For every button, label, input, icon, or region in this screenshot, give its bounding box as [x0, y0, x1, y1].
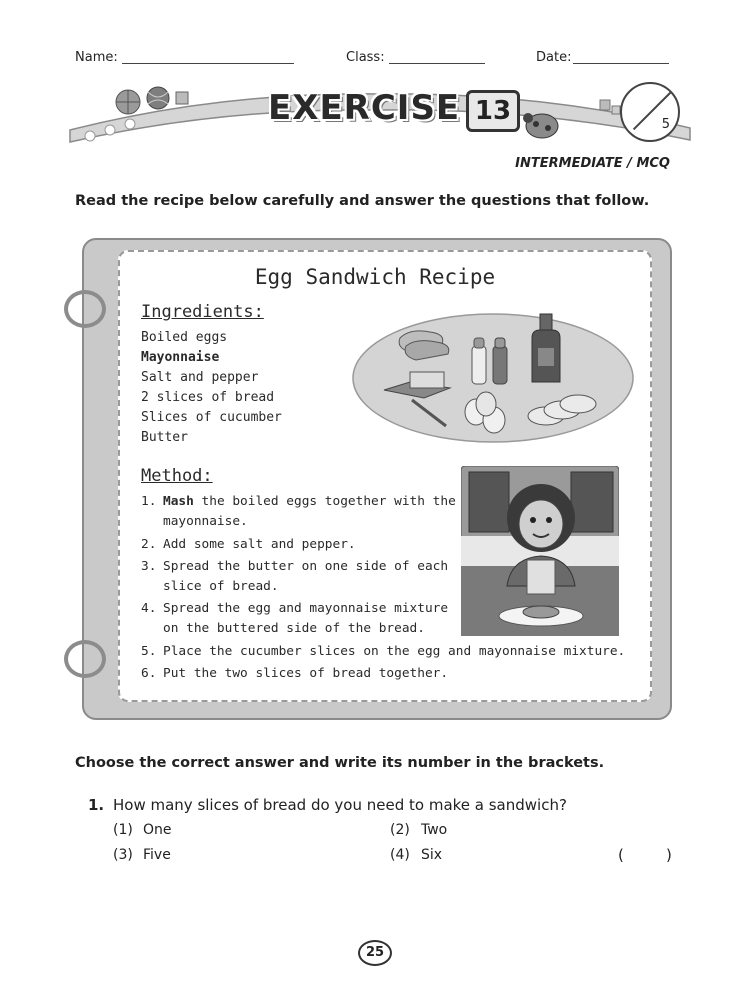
option-number: (3)	[113, 847, 133, 863]
girl-figure	[507, 484, 575, 594]
binder-ring-icon	[64, 640, 106, 678]
answer-bracket-close: )	[666, 846, 672, 864]
answer-field[interactable]	[628, 846, 664, 866]
exercise-title: EXERCISE	[268, 88, 461, 128]
ingredient-item: Mayonnaise	[141, 350, 220, 365]
method-step: Spread the egg and mayonnaise mixture	[163, 601, 449, 616]
class-label: Class:	[346, 50, 385, 65]
exercise-number: 13	[466, 90, 520, 132]
answer-bracket-open: (	[618, 846, 624, 864]
method-step: Place the cucumber slices on the egg and mayonnaise mixture.	[163, 644, 626, 659]
ingredients-illustration	[350, 308, 636, 444]
ingredient-item: Salt and pepper	[141, 370, 259, 385]
ingredient-item: Boiled eggs	[141, 330, 228, 345]
step-continuation: mayonnaise.	[163, 514, 248, 529]
date-label: Date:	[536, 50, 572, 65]
option-number: (2)	[390, 822, 410, 838]
level-label: INTERMEDIATE / MCQ	[515, 156, 670, 171]
question-text: How many slices of bread do you need to make a sandwich?	[113, 796, 567, 814]
step-number: 1.	[141, 494, 157, 509]
option-text: Two	[421, 822, 448, 838]
method-step: Spread the butter on one side of each	[163, 559, 449, 574]
binder-ring-icon	[64, 290, 106, 328]
option-text: Six	[421, 847, 443, 863]
name-label: Name:	[75, 50, 118, 65]
step-number: 2.	[141, 537, 157, 552]
reading-instruction: Read the recipe below carefully and answer the questions that follow.	[75, 193, 650, 209]
question-number: 1.	[88, 796, 105, 814]
ingredients-heading: Ingredients:	[141, 302, 264, 322]
step-number: 3.	[141, 559, 157, 574]
date-field[interactable]	[573, 63, 669, 64]
option-text: One	[143, 822, 172, 838]
step-number: 5.	[141, 644, 157, 659]
method-heading: Method:	[141, 466, 213, 486]
step-number: 4.	[141, 601, 157, 616]
page-number: 25	[358, 940, 392, 966]
recipe-title: Egg Sandwich Recipe	[254, 265, 496, 289]
ingredient-item: Slices of cucumber	[141, 410, 282, 425]
step-keyword: Mash	[163, 494, 194, 509]
step-continuation: slice of bread.	[163, 579, 279, 594]
girl-making-sandwich-illustration	[461, 466, 619, 636]
method-step	[163, 494, 456, 509]
ball-icon	[116, 90, 140, 114]
score-box	[620, 82, 680, 142]
class-field[interactable]	[389, 63, 485, 64]
option-number: (4)	[390, 847, 410, 863]
method-step: Put the two slices of bread together.	[163, 666, 449, 681]
pepper-shaker-icon	[493, 338, 507, 384]
method-step: Add some salt and pepper.	[163, 537, 356, 552]
salt-shaker-icon	[472, 338, 486, 384]
option-text: Five	[143, 847, 171, 863]
score-total: 5	[661, 117, 670, 132]
question-instruction: Choose the correct answer and write its number in the brackets.	[75, 755, 605, 771]
ladybug-icon	[523, 113, 558, 138]
plate-icon	[499, 606, 583, 626]
ingredient-item: Butter	[141, 430, 188, 445]
ball-icon	[147, 87, 169, 109]
step-continuation: on the buttered side of the bread.	[163, 621, 425, 636]
name-field[interactable]	[122, 63, 294, 64]
ingredient-item: 2 slices of bread	[141, 390, 275, 405]
step-number: 6.	[141, 666, 157, 681]
option-number: (1)	[113, 822, 133, 838]
step-text: the boiled eggs together with the	[193, 494, 456, 509]
